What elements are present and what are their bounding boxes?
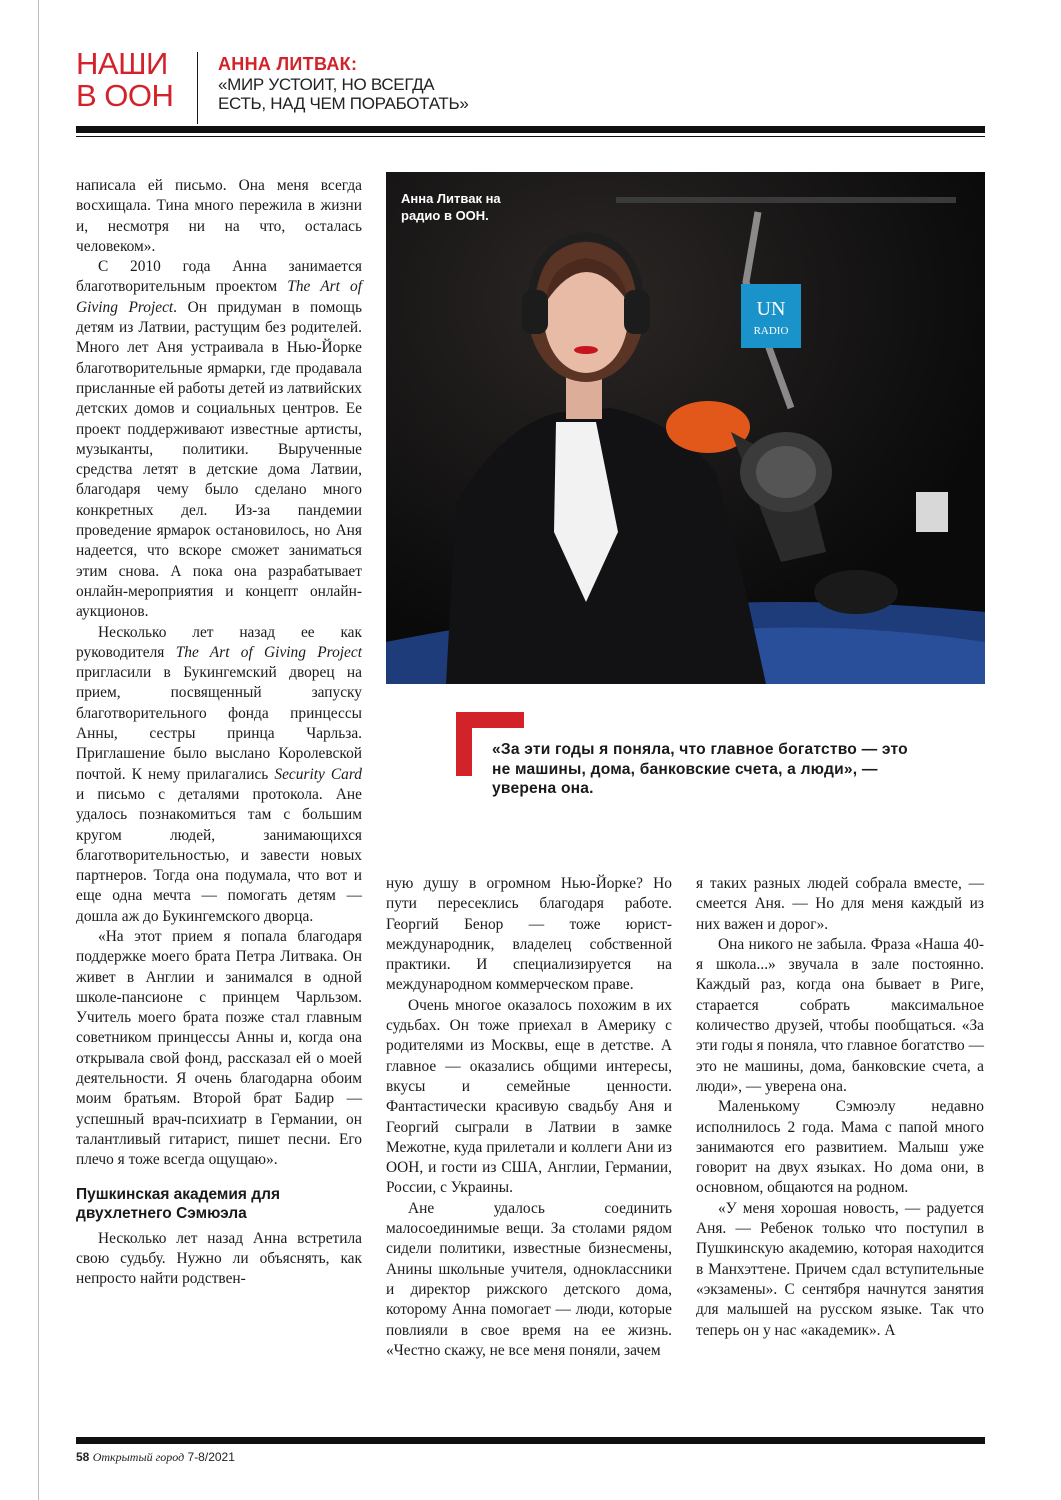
paragraph: Ане удалось соединить малосоединимые вещи. За столами рядом сидели политики, известные бизнесмены, Анины школьные учителя, одноклассники и директор рижского детского дома, которому Анна помогает — люди, которые повлияли в свое время на ее жизнь. «Честно скажу, не все меня поняли, зачем	[386, 1199, 672, 1359]
issue-number: 7-8/2021	[187, 1450, 235, 1464]
mic-flag-un: UN	[756, 298, 786, 320]
magazine-name: Открытый город	[92, 1450, 185, 1464]
subheading: Пушкинская академия для двухлетнего Сэмюэла	[76, 1185, 281, 1222]
paragraph: «На этот прием я попала благодаря поддержке моего брата Петра Литвака. Он живет в Англии и занимался в одной школе-пансионе с принцем Чарльзом. Учитель моего брата позже стал главным советником принцессы Анны и, когда она открывала свой фонд, рассказал ей о моей деятельности. Я очень благодарна обоим моим братьям. Второй брат Бадир — успешный врач-психиатр в Германии, он талантливый гитарист, пишет песни. Его плечо я тоже всегда ощущаю».	[76, 927, 362, 1169]
pull-quote-text: «За эти годы я поняла, что главное богатство — это не машины, дома, банковские счета, а люди», — уверена она.	[492, 741, 908, 797]
page-edge-rule	[38, 0, 39, 1500]
section-tag-line2: В ООН	[76, 78, 174, 113]
paragraph: С 2010 года Анна занимается благотворительным проектом The Art of Giving Project. Он придуман в помощь детям из Латвии, растущим без родителей. Много лет Аня устраивала в Нью-Йорке благотворительные ярмарки, где продавала присланные ей работы детей из латвийских детских домов и социальных центров. Ее проект поддерживают известные артисты, музыканты, политики. Вырученные средства летят в детские дома Латвии, благодаря чему было сделано много конкретных дел. Из-за пандемии проведение ярмарок остановилось, но Аня надеется, что вскоре сможет заниматься этим снова. А пока она разрабатывает онлайн-мероприятия и концепт онлайн-аукционов.	[76, 258, 362, 621]
paragraph: «У меня хорошая новость, — радуется Аня. — Ребенок только что поступил в Пушкинскую академию, которая находится в Манхэттене. Причем сдал вступительные «экзамены». С сентября начнутся занятия для малышей на русском языке. Так что теперь он у нас «академик». А	[696, 1199, 984, 1339]
photo-caption-line1: Анна Литвак на	[401, 191, 501, 206]
pull-quote	[456, 712, 916, 832]
section-tag	[76, 48, 186, 112]
paragraph: я таких разных людей собрала вместе, — смеется Аня. — Но для меня каждый из них важен и дорог».	[696, 875, 984, 933]
photo-illustration	[386, 172, 985, 684]
headline-name: АННА ЛИТВАК:	[218, 54, 358, 74]
page-number: 58	[76, 1450, 90, 1464]
article-photo	[386, 172, 985, 684]
page-footer	[76, 1450, 235, 1465]
paragraph: Несколько лет назад ее как руководителя The Art of Giving Project пригласили в Букингемский дворец на прием, посвященный запуску благотворительного фонда принцессы Анны, сестры принца Чарльза. Приглашение было выслано Королевской почтой. К нему прилагались Security Card и письмо с деталями протокола. Ане удалось познакомиться там с большим кругом людей, занимающихся благотворительностью, и завести новых партнеров. Тогда она подумала, что вот и еще одна мечта — помогать детям — дошла аж до Букингемского дворца.	[76, 623, 362, 925]
paragraph: ную душу в огромном Нью-Йорке? Но пути пересеклись благодаря работе. Георгий Бенор — тоже юрист-международник, владелец собственной практики. И специализируется на международном коммерческом праве.	[386, 875, 672, 994]
paragraph: Очень многое оказалось похожим в их судьбах. Он тоже приехал в Америку с родителями из Москвы, еще в детстве. А главное — оказались общими интересы, вкусы и семейные ценности. Фантастически красивую свадьбу Аня и Георгий сыграли в Латвии в замке Межотне, куда прилетали и коллеги Ани из ООН, и гости из США, Англии, Германии, России, с Украины.	[386, 996, 672, 1197]
headline-quote-line2: ЕСТЬ, НАД ЧЕМ ПОРАБОТАТЬ»	[218, 94, 469, 113]
paragraph: Маленькому Сэмюэлу недавно исполнилось 2 года. Мама с папой много занимаются его развитием. Малыш уже говорит на двух языках. Но дома они, в основном, общаются на родном.	[696, 1098, 984, 1197]
section-tag-line1: НАШИ	[76, 46, 168, 81]
article-column-2	[386, 874, 672, 1361]
top-rule-thin	[76, 136, 985, 137]
article-column-3	[696, 874, 984, 1341]
paragraph: написала ей письмо. Она меня всегда восхищала. Тина много пережила в жизни и, несмотря ни на что, осталась человеком».	[76, 177, 362, 255]
paragraph: Несколько лет назад Анна встретила свою судьбу. Нужно ли объяснять, как непросто найти родствен-	[76, 1229, 362, 1288]
header-divider	[197, 52, 198, 124]
photo-caption-line2: радио в ООН.	[401, 208, 489, 223]
paragraph: Она никого не забыла. Фраза «Наша 40-я школа...» звучала в зале постоянно. Каждый раз, когда она бывает в Риге, старается собрать максимальное количество друзей, чтобы пообщаться. «За эти годы я поняла, что главное богатство — это не машины, дома, банковские счета, а люди», — уверена она.	[696, 935, 984, 1095]
photo-caption	[401, 190, 551, 224]
article-column-1	[76, 176, 362, 1289]
bottom-rule	[76, 1437, 985, 1444]
mic-flag-radio: RADIO	[753, 325, 789, 337]
headline	[218, 54, 469, 113]
headline-quote-line1: «МИР УСТОИТ, НО ВСЕГДА	[218, 75, 435, 94]
top-rule	[76, 126, 985, 133]
